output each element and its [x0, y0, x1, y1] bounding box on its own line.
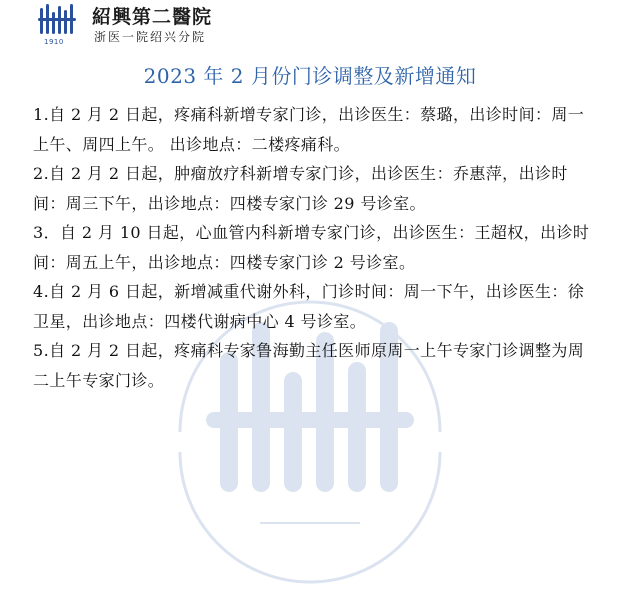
notice-item: 1.自 2 月 2 日起，疼痛科新增专家门诊，出诊医生：蔡璐，出诊时间：周一上午、周四上午。 出诊地点：二楼疼痛科。 [33, 105, 585, 154]
notice-title: 2023 年 2 月份门诊调整及新增通知 [143, 64, 477, 88]
notice-item: 3．自 2 月 10 日起，心血管内科新增专家门诊，出诊医生：王超权，出诊时间：周五上午，出诊地点：四楼专家门诊 2 号诊室。 [33, 223, 590, 272]
notice-item: 5.自 2 月 2 日起，疼痛科专家鲁海勤主任医师原周一上午专家门诊调整为周二上午专家门诊。 [33, 341, 585, 390]
hospital-name: 紹興第二醫院 [92, 6, 213, 28]
hospital-subtitle: 浙医一院绍兴分院 [94, 30, 207, 44]
notice-item: 4.自 2 月 6 日起，新增减重代谢外科，门诊时间：周一下午，出诊医生：徐卫星，出诊地点：四楼代谢病中心 4 号诊室。 [33, 282, 585, 331]
logo-year: 1910 [44, 38, 64, 46]
notice-body [33, 100, 593, 395]
hospital-header [36, 2, 296, 50]
notice-item: 2.自 2 月 2 日起，肿瘤放疗科新增专家门诊，出诊医生：乔惠萍，出诊时间：周三下午，出诊地点：四楼专家门诊 29 号诊室。 [33, 164, 568, 213]
